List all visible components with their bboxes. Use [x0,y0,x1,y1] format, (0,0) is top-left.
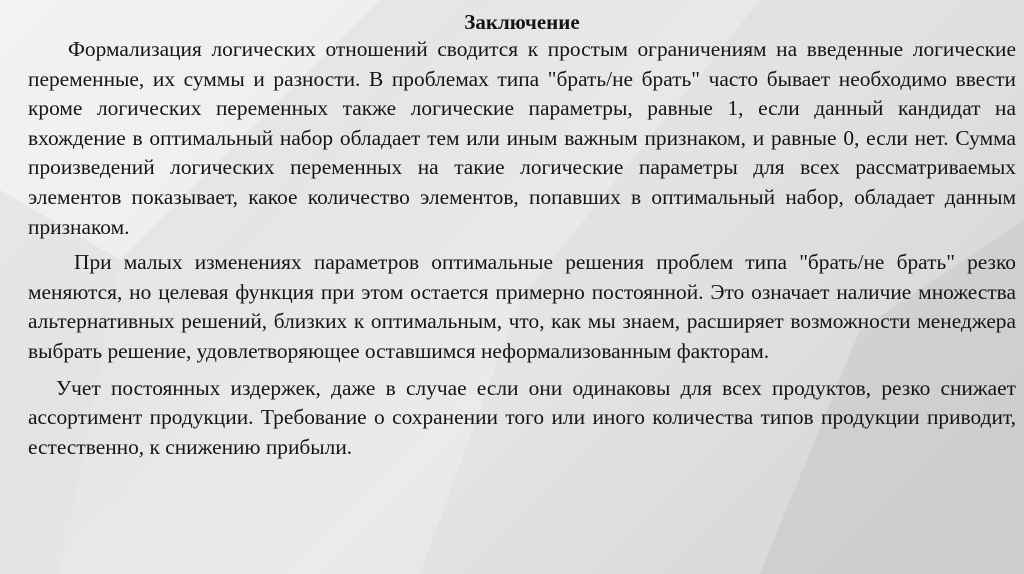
slide-title: Заключение [464,10,580,34]
paragraph-1: Формализация логических отношений сводится к простым ограничениям на введенные логические переменные, их суммы и разности. В проблемах типа "брать/не брать" часто бывает необходимо ввести кроме логических переменных также логические параметры, равные 1, если данный кандидат на вхождение в оптимальный набор обладает тем или иным важным признаком, и равные 0, если нет. Сумма произведений логических переменных на такие логические параметры для всех рассматриваемых элементов показывает, какое количество элементов, попавших в оптимальный набор, обладает данным признаком. [28,37,1016,239]
slide-content [28,10,1016,462]
paragraph-2: При малых изменениях параметров оптимальные решения проблем типа "брать/не брать" резко меняются, но целевая функция при этом остается примерно постоянной. Это означает наличие множества альтернативных решений, близких к оптимальным, что, как мы знаем, расширяет возможности менеджера выбрать решение, удовлетворяющее оставшимся неформализованным факторам. [28,250,1016,363]
paragraph-3: Учет постоянных издержек, даже в случае если они одинаковы для всех продуктов, резко снижает ассортимент продукции. Требование о сохранении того или иного количества типов продукции приводит, естественно, к снижению прибыли. [28,375,1016,459]
